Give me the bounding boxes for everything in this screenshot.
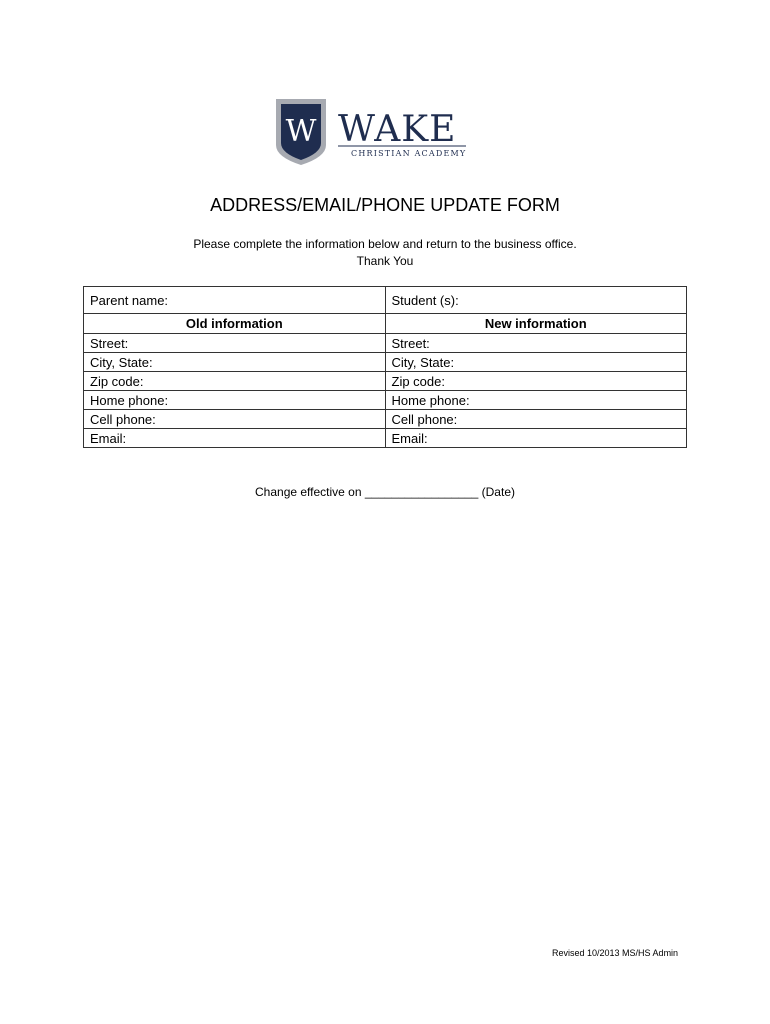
new-zip-code-field[interactable]: Zip code: (385, 372, 687, 391)
intro-line-1: Please complete the information below and return to the business office. (193, 237, 577, 251)
old-zip-code-field[interactable]: Zip code: (84, 372, 386, 391)
old-email-field[interactable]: Email: (84, 429, 386, 448)
change-effective-line[interactable]: Change effective on _________________ (Date) (255, 485, 515, 499)
logo-subtitle: CHRISTIAN ACADEMY (351, 149, 467, 158)
old-home-phone-field[interactable]: Home phone: (84, 391, 386, 410)
old-information-header: Old information (84, 314, 386, 334)
new-city-state-field[interactable]: City, State: (385, 353, 687, 372)
new-street-field[interactable]: Street: (385, 334, 687, 353)
update-form-table (83, 286, 687, 448)
parent-name-field[interactable]: Parent name: (84, 287, 386, 314)
old-street-field[interactable]: Street: (84, 334, 386, 353)
student-name-field[interactable]: Student (s): (385, 287, 687, 314)
form-title: ADDRESS/EMAIL/PHONE UPDATE FORM (210, 195, 560, 215)
revision-footer: Revised 10/2013 MS/HS Admin (552, 948, 679, 958)
crest-letter: W (285, 114, 317, 149)
school-logo (272, 97, 468, 167)
old-city-state-field[interactable]: City, State: (84, 353, 386, 372)
logo-name: WAKE (338, 109, 457, 150)
new-email-field[interactable]: Email: (385, 429, 687, 448)
new-home-phone-field[interactable]: Home phone: (385, 391, 687, 410)
old-cell-phone-field[interactable]: Cell phone: (84, 410, 386, 429)
new-information-header: New information (385, 314, 687, 334)
intro-line-2: Thank You (356, 254, 414, 268)
intro-text (0, 236, 770, 270)
new-cell-phone-field[interactable]: Cell phone: (385, 410, 687, 429)
